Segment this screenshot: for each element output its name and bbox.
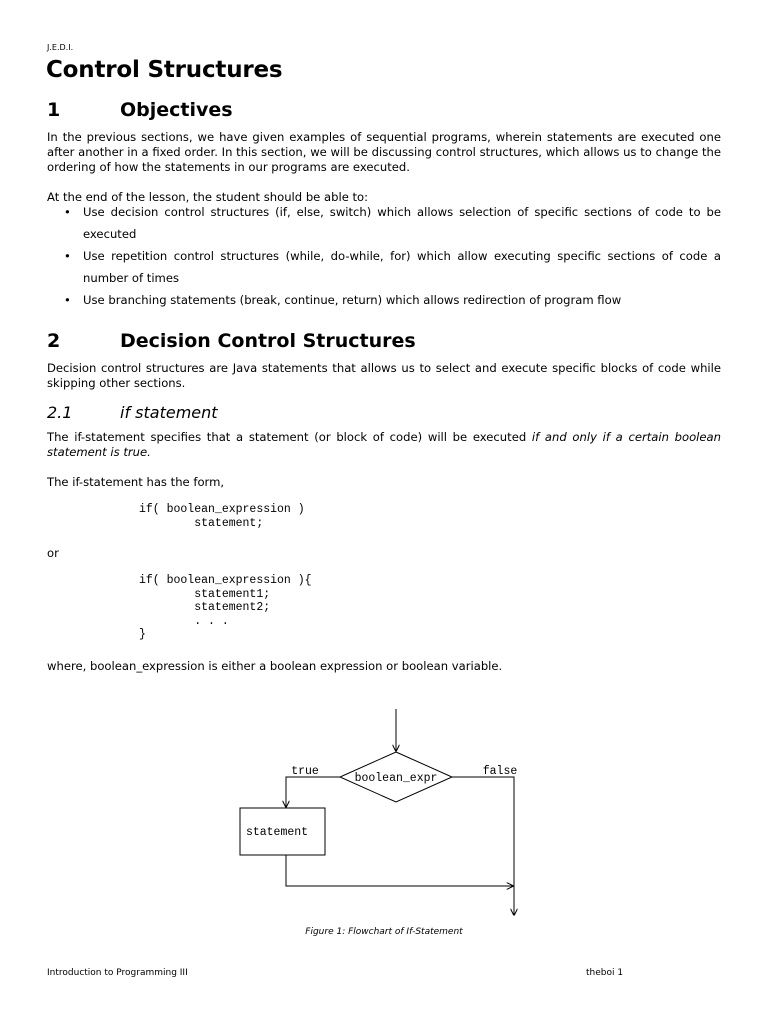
decision-label: boolean_expr xyxy=(354,772,438,785)
paragraph-italic-text: if and only if a certain boolean statement is true. xyxy=(47,430,721,459)
bullet-icon: • xyxy=(64,293,71,307)
statement-label: statement xyxy=(245,826,309,839)
paragraph-plain-text: The if-statement specifies that a statement (or block of code) will be executed xyxy=(47,430,532,444)
section-1-title: Objectives xyxy=(120,99,233,121)
merge-arrow xyxy=(286,855,513,886)
false-label: false xyxy=(482,765,518,778)
document-title: Control Structures xyxy=(46,57,283,83)
section-1-paragraph: In the previous sections, we have given examples of sequential programs, wherein statements are executed one after another in a fixed order. In this section, we will be discussing control structures, which allows us to change the ordering of how the statements in our programs are executed. xyxy=(47,130,721,174)
true-arrow xyxy=(286,777,340,807)
false-arrow xyxy=(452,777,514,915)
section-2-title: Decision Control Structures xyxy=(120,330,416,352)
section-2-1-number: 2.1 xyxy=(47,403,73,422)
true-label: true xyxy=(291,765,319,778)
figure-caption: Figure 1: Flowchart of If-Statement xyxy=(305,927,463,937)
or-label: or xyxy=(47,546,59,560)
form-intro: The if-statement has the form, xyxy=(47,475,225,489)
where-text: where, boolean_expression is either a boolean expression or boolean variable. xyxy=(47,659,503,673)
section-2-number: 2 xyxy=(47,330,61,352)
footer-right: theboi 1 xyxy=(586,968,624,978)
code-block-2: if( boolean_expression ){ statement1; statement2; . . . } xyxy=(139,574,312,641)
code-block-1: if( boolean_expression ) statement; xyxy=(139,503,305,530)
section-2-paragraph: Decision control structures are Java statements that allows us to select and execute specific blocks of code while skipping other sections. xyxy=(47,361,721,390)
section-1-number: 1 xyxy=(47,99,61,121)
list-item-text: Use decision control structures (if, else, switch) which allows selection of specific sections of code to be executed xyxy=(83,205,721,241)
section-1-intro: At the end of the lesson, the student should be able to: xyxy=(47,190,369,204)
bullet-icon: • xyxy=(64,249,71,263)
section-2-1-title: if statement xyxy=(120,403,218,422)
footer-left: Introduction to Programming III xyxy=(47,968,188,978)
header-label: J.E.D.I. xyxy=(47,43,74,52)
list-item-text: Use branching statements (break, continue, return) which allows redirection of program flow xyxy=(83,293,622,307)
list-item-text: Use repetition control structures (while, do-while, for) which allow executing specific sections of code a number of times xyxy=(83,249,721,285)
bullet-icon: • xyxy=(64,205,71,219)
